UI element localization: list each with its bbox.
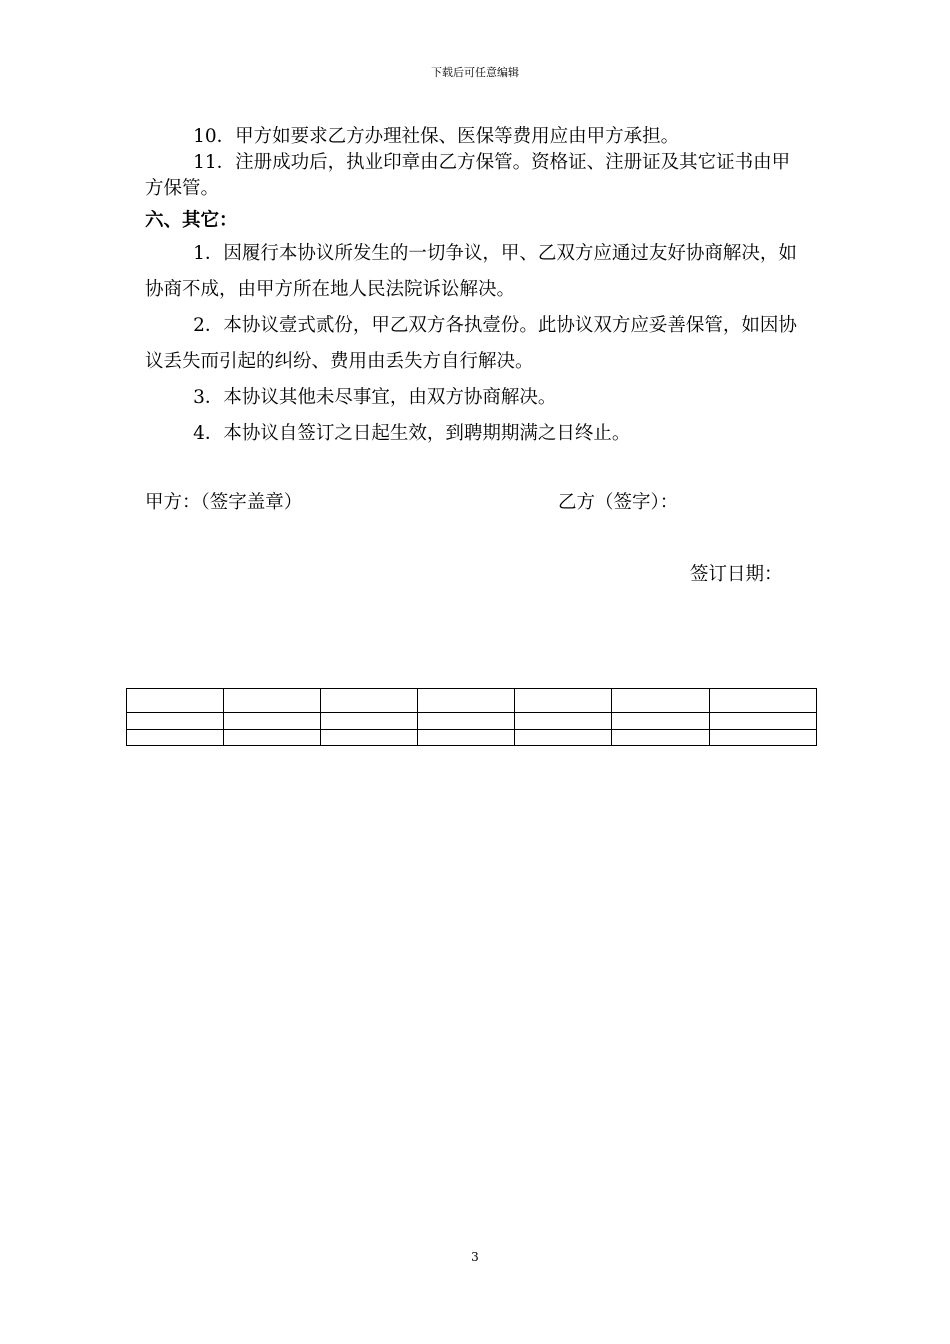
table-cell <box>321 730 418 746</box>
table-cell <box>321 689 418 713</box>
table-cell <box>710 730 817 746</box>
table-cell <box>418 730 515 746</box>
table-cell <box>224 689 321 713</box>
table-cell <box>710 689 817 713</box>
clause-11: 11．注册成功后，执业印章由乙方保管。资格证、注册证及其它证书由甲方保管。 <box>145 152 791 199</box>
table-cell <box>321 713 418 730</box>
table-row <box>127 713 817 730</box>
table-cell <box>710 713 817 730</box>
table-cell <box>224 713 321 730</box>
section-six-clause-1: 1．因履行本协议所发生的一切争议，甲、乙双方应通过友好协商解决，如协商不成，由甲方所在地人民法院诉讼解决。 <box>145 243 797 300</box>
table-cell <box>612 730 710 746</box>
document-body <box>145 124 805 452</box>
table-cell <box>515 730 612 746</box>
blank-table <box>126 688 817 746</box>
table-cell <box>515 689 612 713</box>
header-note: 下载后可任意编辑 <box>431 66 519 79</box>
table-cell <box>127 730 224 746</box>
table-cell <box>418 713 515 730</box>
section-six-clause-2: 2．本协议壹式贰份，甲乙双方各执壹份。此协议双方应妥善保管，如因协议丢失而引起的纠纷、费用由丢失方自行解决。 <box>145 315 797 372</box>
sign-date-label: 签订日期： <box>690 564 783 585</box>
section-six-clause-3: 3．本协议其他未尽事宜，由双方协商解决。 <box>193 387 557 408</box>
party-b-signature: 乙方（签字）： <box>558 492 679 513</box>
clause-10: 10．甲方如要求乙方办理社保、医保等费用应由甲方承担。 <box>193 126 680 147</box>
table-cell <box>127 713 224 730</box>
table-cell <box>612 713 710 730</box>
table-cell <box>127 689 224 713</box>
page-number: 3 <box>471 1250 479 1264</box>
table-cell <box>418 689 515 713</box>
table-cell <box>224 730 321 746</box>
section-six-heading: 六、其它： <box>145 210 238 231</box>
party-a-signature: 甲方：（签字盖章） <box>145 492 303 513</box>
signature-block <box>145 488 805 518</box>
table-row <box>127 689 817 713</box>
section-six-clause-4: 4．本协议自签订之日起生效，到聘期期满之日终止。 <box>193 423 631 444</box>
table-row <box>127 730 817 746</box>
table-cell <box>612 689 710 713</box>
table-cell <box>515 713 612 730</box>
